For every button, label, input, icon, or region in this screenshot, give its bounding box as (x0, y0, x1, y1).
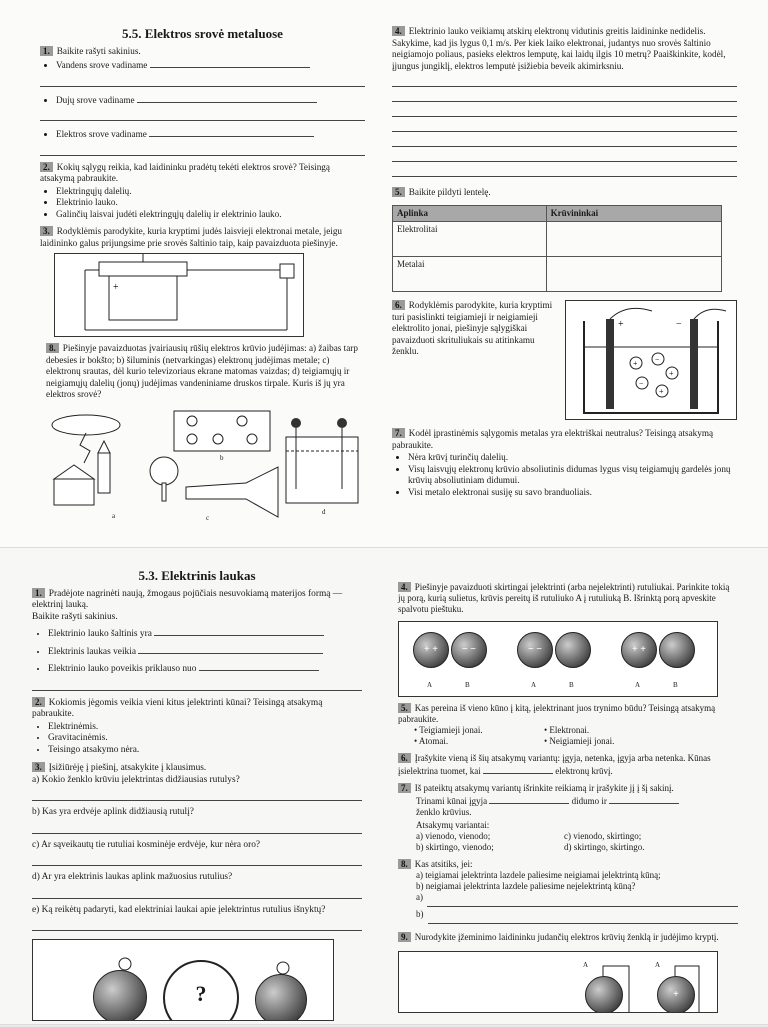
svg-text:+: + (669, 369, 674, 378)
figure-label-c: c (206, 513, 210, 522)
question-text: Piešinyje pavaizduoti skirtingai įelektrinti (arba neįelektrinti) rutuliukai. Parinkite tokią jų porą, kurią sulietus, krūvis pereitų iš rutuliuko A į rutuliuką B. Išrinktą porą apveskite spalvotu pieštuku. (398, 582, 730, 614)
sub-question: d) Ar yra elektrinis laukas aplink mažuosius rutulius? (32, 872, 233, 882)
svg-text:+: + (633, 359, 638, 368)
question-text: Rodyklėmis parodykite, kuria kryptimi judės laisvieji elektronai metale, jeigu laidininko galus prijungsime prie srovės šaltinio taip, kaip pavaizduota piešinyje. (40, 226, 343, 248)
sphere-pairs-figure (398, 621, 718, 697)
question-text: Elektrinio lauko veikiamų atskirų elektronų vidutinis greitis laidininke nedidelis. Sakykime, kad jis lygus 0,1 m/s. Per kiek laiko elektronai, judantys nuo srovės šaltinio neigiamojo poliaus, pasieks elektros lemputę, kai laidų ilgis 10 metrų? Paaiškinkite, kodėl, įjungus jungiklį, elektros lemputė įsižiebia beveik akimirksniu. (392, 26, 726, 71)
answer-option[interactable]: • Atomai. (414, 736, 449, 746)
sphere-b1[interactable]: − − (451, 632, 487, 668)
sphere-label: A (655, 961, 661, 969)
svg-text:−: − (655, 355, 660, 364)
answer-line[interactable] (40, 143, 365, 156)
answer-option[interactable]: • Visi metalo elektronai susiję su savo branduoliais. (408, 487, 737, 499)
conductor-illustration (55, 254, 303, 336)
question-6 (398, 753, 738, 777)
question-number: 3. (40, 226, 53, 236)
sphere-label: A (635, 681, 641, 689)
answer-option[interactable]: • Teisingo atsakymo nėra. (48, 745, 362, 757)
question-3 (40, 226, 365, 337)
section-title: 5.5. Elektros srovė metaluose (122, 26, 283, 41)
bottom-left-column (32, 570, 362, 1027)
svg-text:+: + (618, 319, 624, 330)
question-text: Kas pereina iš vieno kūno į kitą, įelektrinant juos trynimo būdu? Teisingą atsakymą pabraukite. (398, 703, 716, 724)
sphere-label: B (673, 681, 678, 689)
section-title: 5.3. Elektrinis laukas (138, 568, 256, 583)
spheres-threads (33, 940, 333, 1020)
question-text-tail: elektronų krūvį. (555, 766, 613, 776)
answer-line[interactable] (483, 764, 553, 774)
answer-line[interactable] (427, 894, 738, 907)
list-item: • Elektros srove vadiname (56, 127, 365, 141)
table-cell-input[interactable] (546, 257, 721, 292)
table-row: Elektrolitai (393, 222, 722, 257)
sentence-part: Trinami kūnai įgyja (416, 796, 488, 806)
question-8 (398, 859, 738, 926)
table-header: Aplinka (393, 205, 547, 222)
sub-question: a) teigiamai įelektrinta lazdele paliesime neigiamai įelektrintą kūną; (416, 870, 661, 880)
question-5 (398, 703, 738, 747)
question-number: 8. (46, 343, 59, 353)
question-text: Baikite rašyti sakinius. (56, 45, 141, 56)
sphere-label: A (583, 961, 589, 969)
question-number: 6. (398, 753, 411, 763)
answer-line[interactable] (392, 104, 737, 117)
answer-option[interactable]: • Nėra krūvį turinčių dalelių. (408, 452, 737, 464)
answer-option[interactable]: • Galinčių laisvai judėti elektringųjų dalelių ir elektrinio lauko. (56, 209, 365, 221)
sphere-a3[interactable]: + + (621, 632, 657, 668)
answer-line[interactable] (32, 678, 362, 691)
question-9 (398, 932, 738, 1013)
answer-option[interactable]: b) skirtingo, vienodo; (416, 842, 494, 852)
answer-option[interactable]: • Teigiamieji jonai. (414, 725, 483, 735)
sphere-b2[interactable] (555, 632, 591, 668)
svg-text:−: − (639, 379, 644, 388)
answer-option[interactable]: • Elektrinio lauko. (56, 197, 365, 209)
answer-option[interactable]: • Elektronai. (544, 725, 590, 735)
table-header: Krūvininkai (546, 205, 721, 222)
answer-option[interactable]: • Gravitacinėmis. (48, 733, 362, 745)
charge-motion-figure (46, 407, 364, 525)
question-number: 8. (398, 859, 411, 869)
ground-wires (399, 952, 717, 1012)
question-7 (398, 783, 738, 853)
question-number: 4. (398, 582, 411, 592)
electrolyte-figure (565, 300, 737, 420)
sub-question: b) neigiamai įelektrinta lazdele paliesime neįelektrintą kūną? (416, 881, 636, 891)
question-5 (392, 187, 737, 292)
question-text: Kokių sąlygų reikia, kad laidininku pradėtų tekėti elektros srovė? Teisingą atsakymą pabraukite. (40, 161, 330, 183)
question-text: Kokiomis jėgomis veikia vieni kitus įelektrinti kūnai? Teisingą atsakymą pabraukite. (32, 697, 323, 719)
sphere-label: B (569, 681, 574, 689)
grounding-figure (398, 951, 718, 1013)
question-number: 4. (392, 26, 405, 36)
top-right-column (392, 26, 737, 504)
list-item: • Dujų srove vadiname (56, 93, 365, 107)
answer-line[interactable] (149, 127, 314, 137)
carriers-table (392, 205, 722, 293)
answer-line[interactable] (392, 134, 737, 147)
question-text: Nurodykite įžeminimo laidininku judančių elektros krūvių ženklą ir judėjimo kryptį. (414, 932, 719, 942)
sub-question: b) Kas yra erdvėje aplink didžiausią rutulį? (32, 807, 194, 817)
answer-line[interactable] (392, 119, 737, 132)
sub-question: e) Ką reikėtų padaryti, kad elektriniai laukai apie įelektrintus rutulius išnyktų? (32, 904, 326, 915)
charge-motion-illustration (46, 407, 364, 525)
sphere-a2[interactable]: − − (517, 632, 553, 668)
question-number: 2. (32, 697, 45, 707)
grounded-sphere-2: + (657, 976, 695, 1013)
bottom-right-column (398, 582, 738, 1019)
question-number: 7. (392, 428, 405, 438)
svg-text:+: + (659, 387, 664, 396)
question-text: Kodėl įprastinėmis sąlygomis metalas yra elektriškai neutralus? Teisingą atsakymą pabraukite. (392, 428, 714, 450)
answer-option[interactable]: • Neigiamieji jonai. (544, 736, 615, 746)
list-item: • Elektrinio lauko poveikis priklauso nuo (48, 661, 362, 676)
question-number: 2. (40, 162, 53, 172)
bottom-page (0, 548, 768, 1024)
question-number: 9. (398, 932, 411, 942)
list-item: • Vandens srove vadiname (56, 58, 365, 72)
answer-line[interactable] (32, 886, 362, 899)
top-left-column (40, 28, 365, 531)
table-row: Metalai (393, 257, 722, 292)
instruction: Baikite rašyti sakinius. (32, 611, 118, 622)
answer-option[interactable]: c) vienodo, skirtingo; (564, 831, 642, 841)
sub-question: c) Ar sąveikautų tie rutuliai kosminėje erdvėje, kur nėra oro? (32, 839, 261, 850)
question-4 (398, 582, 738, 697)
question-number: 6. (392, 300, 405, 310)
charged-spheres-figure (32, 939, 334, 1021)
question-text: Įsižiūrėję į piešinį, atsakykite į klausimus. (48, 763, 207, 773)
question-number: 5. (398, 703, 411, 713)
question-3 (32, 762, 362, 1021)
figure-label-d: d (322, 507, 326, 516)
answer-line[interactable] (392, 89, 737, 102)
answer-line[interactable] (489, 794, 569, 804)
answer-line[interactable] (32, 853, 362, 866)
answer-line[interactable] (199, 661, 319, 671)
answer-option[interactable]: d) skirtingo, skirtingo. (564, 842, 645, 852)
sentence-part: ženklo krūvius. (416, 807, 472, 817)
svg-text:+: + (113, 282, 119, 293)
sphere-label: A (427, 681, 433, 689)
question-text: Rodyklėmis parodykite, kuria kryptimi turi pasislinkti teigiamieji ir neigiamieji elektrolito jonai, piešinyje sąlygiškai pavaizduoti skrituliukais su atitinkamu ženklu. (392, 300, 553, 356)
question-text: Kas atsitiks, jei: (414, 859, 473, 869)
question-number: 1. (40, 46, 53, 56)
sphere-b3[interactable] (659, 632, 695, 668)
question-text: Įrašykite vieną iš šių atsakymų variantų: įgyja, netenka, įgyja arba netenka. Kūnas įsielektrina tuomet, kai (398, 753, 711, 776)
figure-label-b: b (220, 453, 224, 462)
svg-text:−: − (676, 319, 682, 330)
answer-line[interactable] (392, 164, 737, 177)
conductor-figure (54, 253, 304, 337)
options-heading: Atsakymų variantai: (416, 820, 490, 830)
question-text: Iš pateiktų atsakymų variantų išrinkite reikiamą ir įrašykite jį į šį sakinį. (414, 783, 674, 793)
electrolyte-illustration (566, 301, 736, 419)
question-number: 1. (32, 588, 45, 598)
answer-line[interactable] (32, 788, 362, 801)
question-7 (392, 428, 737, 498)
answer-line[interactable] (154, 626, 324, 636)
answer-line[interactable] (32, 918, 362, 931)
question-8 (46, 343, 365, 525)
answer-line[interactable] (392, 74, 737, 87)
answer-line[interactable] (138, 644, 323, 654)
question-6 (392, 300, 737, 420)
table-cell-input[interactable] (546, 222, 721, 257)
answer-line[interactable] (150, 58, 310, 68)
answer-line[interactable] (40, 74, 365, 87)
answer-line[interactable] (40, 108, 365, 121)
answer-line[interactable] (137, 93, 317, 103)
question-number: 3. (32, 762, 45, 772)
sphere-a1[interactable]: + + (413, 632, 449, 668)
question-text: Baikite pildyti lentelę. (408, 187, 491, 197)
question-2 (32, 697, 362, 757)
question-number: 5. (392, 187, 405, 197)
question-mark-sphere: ? (163, 960, 239, 1021)
question-text: Piešinyje pavaizduotas įvairiausių rūšių elektros krūvio judėjimas: a) žaibas tarp debesies ir bokšto; b) šiluminis (netvarkingas) elektronų judėjimas metale; c) elektronų srautas, dėl kurio televizoriaus ekrane matomas vaizdas; d) teigiamųjų ir neigiamųjų dalelių (jonų) judėjimas vandeniniame druskos tirpale. Kuris iš jų yra elektros srovė? (46, 343, 358, 399)
answer-line[interactable] (392, 149, 737, 162)
answer-option[interactable]: • Visų laisvųjų elektronų krūvio absoliutinis didumas lygus visų teigiamųjų gardelės jonų krūvių absoliutiniam didumui. (408, 464, 737, 487)
sphere-label: B (465, 681, 470, 689)
question-4 (392, 26, 737, 177)
question-1 (32, 588, 362, 691)
answer-option[interactable]: • Elektrinėmis. (48, 722, 362, 734)
list-item: • Elektrinio lauko šaltinis yra (48, 626, 362, 641)
answer-line[interactable] (428, 911, 739, 924)
answer-option[interactable]: • Elektringųjų dalelių. (56, 186, 365, 198)
sentence-part: didumo ir (571, 796, 607, 806)
question-number: 7. (398, 783, 411, 793)
answer-line[interactable] (32, 821, 362, 834)
answer-label: b) (416, 909, 424, 919)
question-1 (40, 46, 365, 156)
sphere-label: A (531, 681, 537, 689)
question-2 (40, 162, 365, 221)
answer-label: a) (416, 892, 423, 902)
question-text: Pradėjote nagrinėti naują, žmogaus pojūčiais nesuvokiamą materijos formą — elektrinį lauką. (32, 588, 343, 610)
answer-option[interactable]: a) vienodo, vienodo; (416, 831, 491, 841)
list-item: • Elektrinis laukas veikia (48, 644, 362, 659)
answer-line[interactable] (609, 794, 679, 804)
sub-question: a) Kokio ženklo krūviu įelektrintas didžiausias rutulys? (32, 774, 240, 785)
figure-label-a: a (112, 511, 116, 520)
